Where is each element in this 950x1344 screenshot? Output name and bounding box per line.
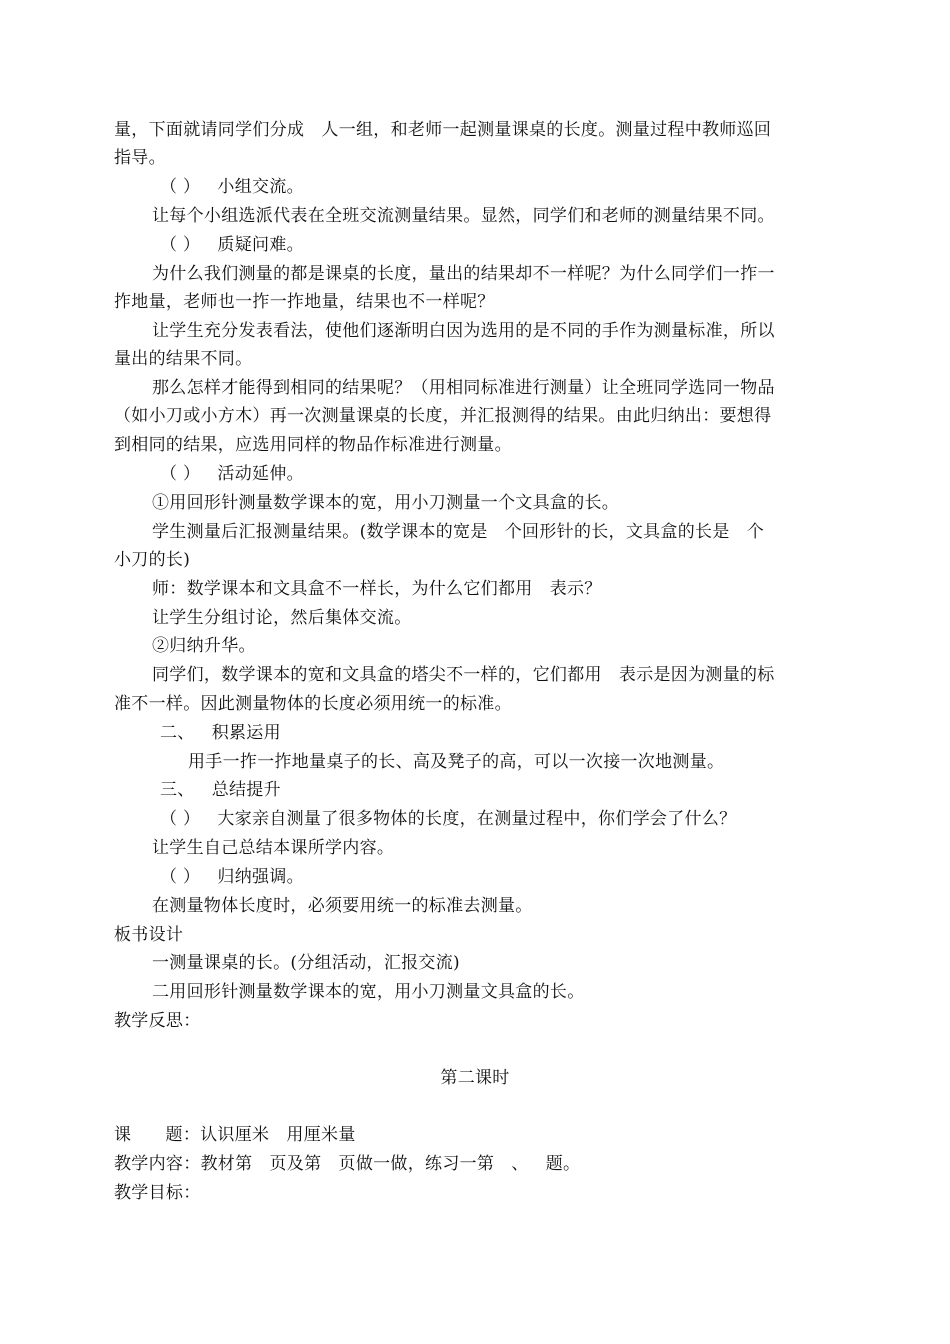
section-title: 第二课时 [440,1068,510,1088]
text-line: （如小刀或小方木）再一次测量课桌的长度，并汇报测得的结果。由此归纳出：要想得 [114,406,772,426]
text-line: 量出的结果不同。 [114,349,253,369]
text-line: 让每个小组选派代表在全班交流测量结果。显然，同学们和老师的测量结果不同。 [152,206,775,226]
text-line: 同学们，数学课本的宽和文具盒的塔尖不一样的，它们都用 表示是因为测量的标 [152,665,775,685]
lesson-topic: 课 题：认识厘米 用厘米量 [114,1125,356,1145]
section-heading: （ ） 大家亲自测量了很多物体的长度，在测量过程中，你们学会了什么？ [160,809,737,829]
text-line: 为什么我们测量的都是课桌的长度，量出的结果却不一样呢？为什么同学们一拃一 [152,264,775,284]
section-heading: 二、 积累运用 [160,723,281,743]
text-line: 小刀的长) [114,550,191,570]
heading-reflection: 教学反思： [114,1011,201,1031]
text-line: 到相同的结果，应选用同样的物品作标准进行测量。 [114,435,512,455]
text-line: 学生测量后汇报测量结果。(数学课本的宽是 个回形针的长，文具盒的长是 个 [152,522,765,542]
text-line: 指导。 [114,148,166,168]
section-heading: （ ） 活动延伸。 [160,464,304,484]
lesson-objectives: 教学目标： [114,1183,201,1203]
section-heading: （ ） 小组交流。 [160,177,304,197]
section-heading: 三、 总结提升 [160,780,281,800]
text-line: 用手一拃一拃地量桌子的长、高及凳子的高，可以一次接一次地测量。 [188,752,725,772]
text-line: 让学生分组讨论，然后集体交流。 [152,608,412,628]
text-line: ①用回形针测量数学课本的宽，用小刀测量一个文具盒的长。 [152,493,620,513]
text-line: 让学生充分发表看法，使他们逐渐明白因为选用的是不同的手作为测量标准，所以 [152,321,775,341]
text-line: ②归纳升华。 [152,636,256,656]
text-line: 量，下面就请同学们分成 人一组，和老师一起测量课桌的长度。测量过程中教师巡回 [114,120,772,140]
heading-board-design: 板书设计 [114,925,184,945]
text-line: 师：数学课本和文具盒不一样长，为什么它们都用 表示？ [152,579,602,599]
lesson-content: 教学内容：教材第 页及第 页做一做，练习一第 、 题。 [114,1154,581,1174]
text-line: 在测量物体长度时，必须要用统一的标准去测量。 [152,896,533,916]
section-heading: （ ） 归纳强调。 [160,867,304,887]
text-line: 二用回形针测量数学课本的宽，用小刀测量文具盒的长。 [152,982,585,1002]
text-line: 那么怎样才能得到相同的结果呢？（用相同标准进行测量）让全班同学选同一物品 [152,378,775,398]
section-heading: （ ） 质疑问难。 [160,235,304,255]
text-line: 一测量课桌的长。(分组活动，汇报交流) [152,953,460,973]
text-line: 准不一样。因此测量物体的长度必须用统一的标准。 [114,694,512,714]
text-line: 让学生自己总结本课所学内容。 [152,838,395,858]
text-line: 拃地量，老师也一拃一拃地量，结果也不一样呢？ [114,292,495,312]
